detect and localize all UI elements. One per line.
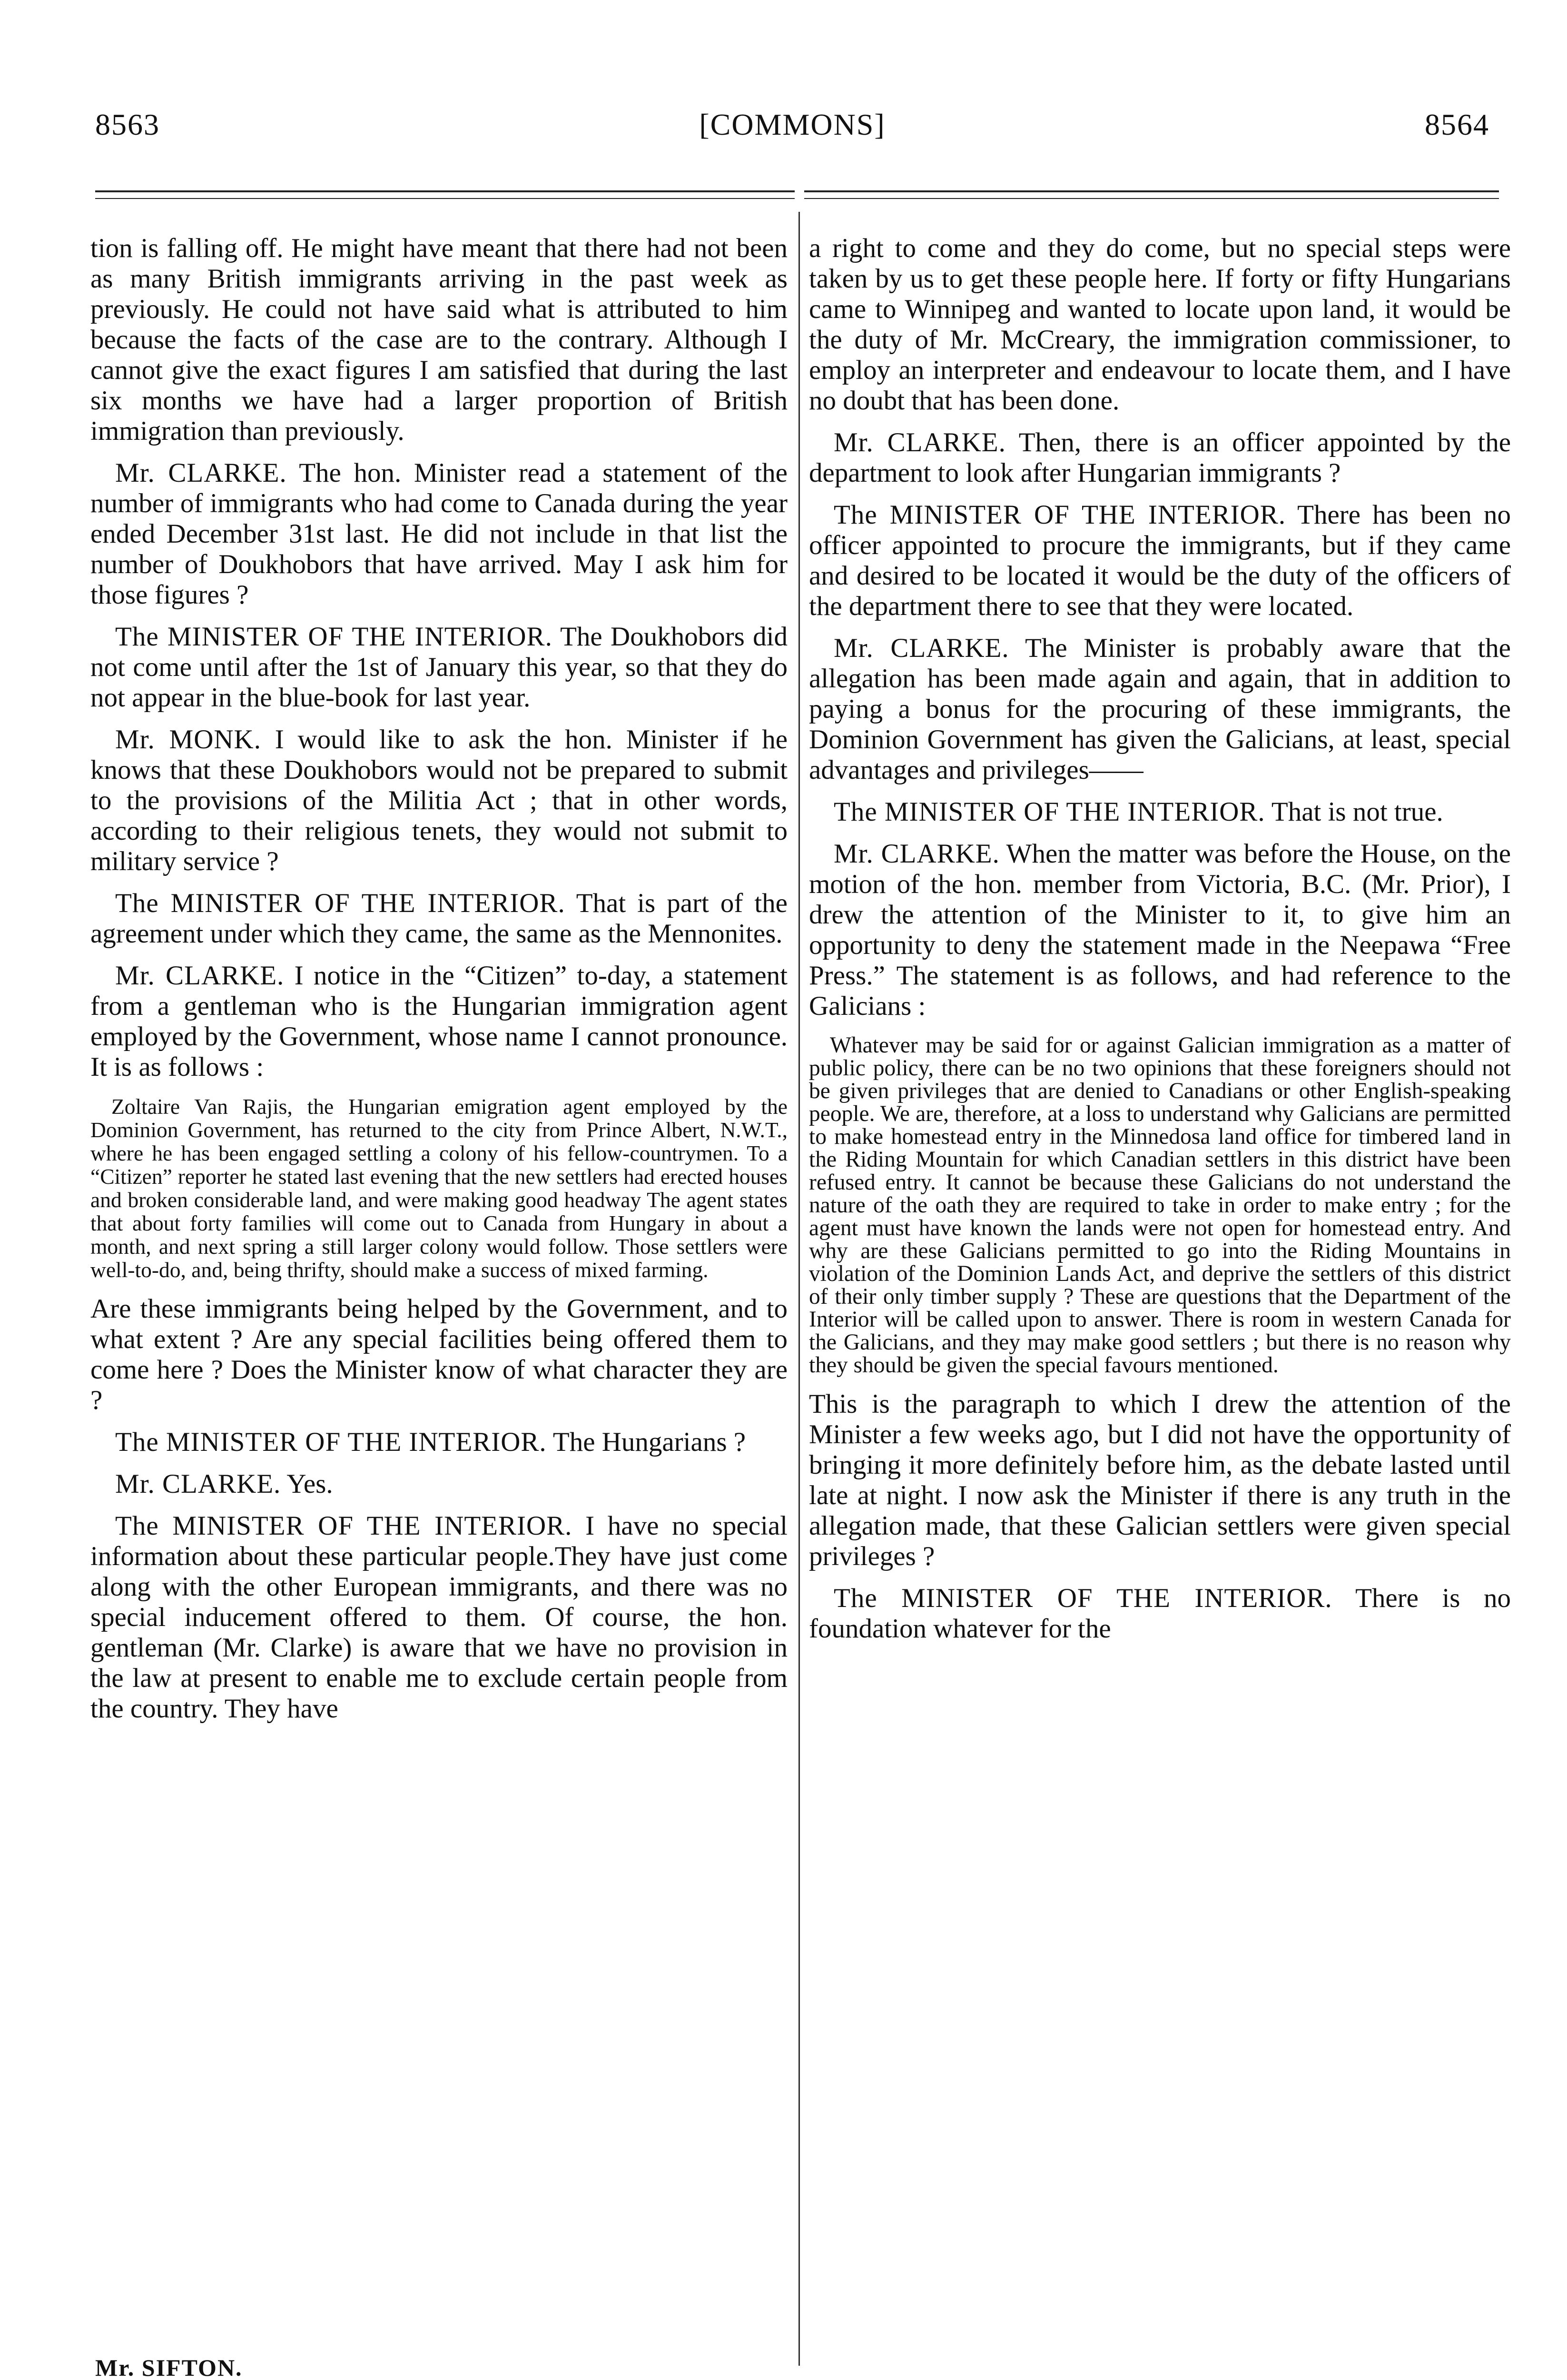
paragraph <box>90 888 788 949</box>
speaker-name: The MINISTER OF THE INTERIOR. <box>834 1583 1332 1613</box>
paragraph <box>809 797 1511 827</box>
paragraph-text: The Hungarians ? <box>552 1427 746 1457</box>
speaker-name: Mr. CLARKE. <box>834 839 1000 869</box>
paragraph <box>809 839 1511 1021</box>
paragraph <box>90 1511 788 1724</box>
paragraph-text: I have no special information about these particular people.They have just come along with the other European immigrants, and there was no special inducement offered to them. Of course, the hon. gentleman (Mr. Clarke) is aware that we have no provision in the law at present to enable me to exclude certain people from the country. They have <box>90 1511 788 1724</box>
paragraph <box>90 1294 788 1416</box>
paragraph-text: There is no foundation whatever for the <box>809 1583 1511 1644</box>
paragraph-text: Then, there is an officer appointed by the department to look after Hungarian immigrants ? <box>809 427 1511 488</box>
speaker-name: The MINISTER OF THE INTERIOR. <box>115 622 552 652</box>
paragraph <box>809 427 1511 488</box>
page-number-left: 8563 <box>95 108 160 141</box>
paragraph-text: The Doukhobors did not come until after the 1st of January this year, so that they do not appear in the blue-book for last year. <box>90 622 788 713</box>
paragraph <box>90 458 788 610</box>
speaker-name: Mr. CLARKE. <box>834 633 1009 663</box>
paragraph <box>809 633 1511 785</box>
paragraph <box>809 500 1511 622</box>
paragraph <box>90 233 788 446</box>
newspaper-quote: Whatever may be said for or against Galician immigration as a matter of public policy, there can be no two opinions that these foreigners should not be given privileges that are denied to Canadians or other English-speaking people. We are, therefore, at a loss to understand why Galicians are permitted to make homestead entry in the Minnedosa land office for timbered land in the Riding Mountain for which Canadian settlers in this district have been refused entry. It cannot be because these Galicians do not understand the nature of the oath they are required to take in order to make entry ; for the agent must have known the lands were not open for homestead entry. And why are these Galicians permitted to go into the Riding Mountains in violation of the Dominion Lands Act, and deprive the settlers of this district of their only timber supply ? These are questions that the Department of the Interior will be called upon to answer. There is room in western Canada for the Galicians, and they may make good settlers ; but there is no reason why they should be given the special favours mentioned. <box>809 1033 1511 1378</box>
speaker-name: Mr. CLARKE. <box>115 458 287 488</box>
paragraph-text: When the matter was before the House, on the motion of the hon. member from Victoria, B.C. (Mr. Prior), I drew the attention of the Minister to it, to give him an opportunity to deny the statement made in the Neepawa “Free Press.” The statement is as follows, and had reference to the Galicians : <box>809 839 1511 1021</box>
right-column <box>809 233 1511 1644</box>
paragraph-text: There has been no officer appointed to procure the immigrants, but if they came and desired to be located it would be the duty of the officers of the department there to see that they were located. <box>809 500 1511 621</box>
speaker-name: The MINISTER OF THE INTERIOR. <box>834 797 1265 827</box>
running-title: [COMMONS] <box>699 108 886 141</box>
page-footer-speaker: Mr. SIFTON. <box>95 2354 243 2380</box>
paragraph <box>90 1427 788 1458</box>
speaker-name: Mr. CLARKE. <box>834 427 1006 457</box>
speaker-name: The MINISTER OF THE INTERIOR. <box>115 888 565 918</box>
paragraph-text: I notice in the “Citizen” to-day, a statement from a gentleman who is the Hungarian immigration agent employed by the Government, whose name I cannot pronounce. It is as follows : <box>90 961 788 1082</box>
page-header <box>95 107 1489 159</box>
header-rule-left-bottom <box>95 198 795 199</box>
left-column <box>90 233 788 1724</box>
paragraph <box>90 1469 788 1499</box>
speaker-name: Mr. CLARKE. <box>115 1469 281 1499</box>
paragraph-text: This is the paragraph to which I drew the attention of the Minister a few weeks ago, but I did not have the opportunity of bringing it more definitely before him, as the debate lasted until late at night. I now ask the Minister if there is any truth in the allegation made, that these Galician settlers were given special privileges ? <box>809 1389 1511 1571</box>
paragraph-text: a right to come and they do come, but no special steps were taken by us to get these people here. If forty or fifty Hungarians came to Winnipeg and wanted to locate upon land, it would be the duty of Mr. McCreary, the immigration commissioner, to employ an interpreter and endeavour to locate them, and I have no doubt that has been done. <box>809 233 1511 416</box>
header-rule-left-top <box>95 190 795 192</box>
header-rule-right-top <box>804 190 1499 192</box>
header-rule-right-bottom <box>804 198 1499 199</box>
paragraph-text: Are these immigrants being helped by the Government, and to what extent ? Are any special facilities being offered them to come here ? Does the Minister know of what character they are ? <box>90 1294 788 1415</box>
paragraph-text: The hon. Minister read a statement of the number of immigrants who had come to Canada during the year ended December 31st last. He did not include in that list the number of Doukhobors that have arrived. May I ask him for those figures ? <box>90 458 788 610</box>
speaker-name: The MINISTER OF THE INTERIOR. <box>115 1511 572 1541</box>
paragraph-text: The Minister is probably aware that the allegation has been made again and again, that in addition to paying a bonus for the procuring of these immigrants, the Dominion Government has given the Galicians, at least, special advantages and privileges—— <box>809 633 1511 785</box>
paragraph <box>809 1583 1511 1644</box>
paragraph-text: That is not true. <box>1271 797 1443 827</box>
paragraph <box>809 233 1511 416</box>
speaker-name: The MINISTER OF THE INTERIOR. <box>834 500 1286 530</box>
speaker-name: Mr. CLARKE. <box>115 961 285 991</box>
paragraph-text: Yes. <box>286 1469 333 1499</box>
paragraph <box>809 1389 1511 1572</box>
page-number-right: 8564 <box>1425 108 1489 141</box>
speaker-name: The MINISTER OF THE INTERIOR. <box>115 1427 547 1457</box>
paragraph <box>90 622 788 713</box>
column-divider <box>798 212 800 2366</box>
paragraph-text: That is part of the agreement under which they came, the same as the Mennonites. <box>90 888 788 949</box>
paragraph <box>90 961 788 1082</box>
paragraph-text: tion is falling off. He might have meant that there had not been as many British immigrants arriving in the past week as previously. He could not have said what is attributed to him because the facts of the case are to the contrary. Although I cannot give the exact figures I am satisfied that during the last six months we have had a larger proportion of British immigration than previously. <box>90 233 788 446</box>
speaker-name: Mr. MONK. <box>115 724 261 754</box>
paragraph-text: I would like to ask the hon. Minister if he knows that these Doukhobors would not be prepared to submit to the provisions of the Militia Act ; that in other words, according to their religious tenets, they would not submit to military service ? <box>90 724 788 876</box>
newspaper-quote: Zoltaire Van Rajis, the Hungarian emigration agent employed by the Dominion Government, has returned to the city from Prince Albert, N.W.T., where he has been engaged settling a colony of his fellow-countrymen. To a “Citizen” reporter he stated last evening that the new settlers had erected houses and broken considerable land, and were making good headway The agent states that about forty families will come out to Canada from Hungary in about a month, and next spring a still larger colony would follow. Those settlers were well-to-do, and, being thrifty, should make a success of mixed farming. <box>90 1094 788 1282</box>
paragraph <box>90 724 788 877</box>
